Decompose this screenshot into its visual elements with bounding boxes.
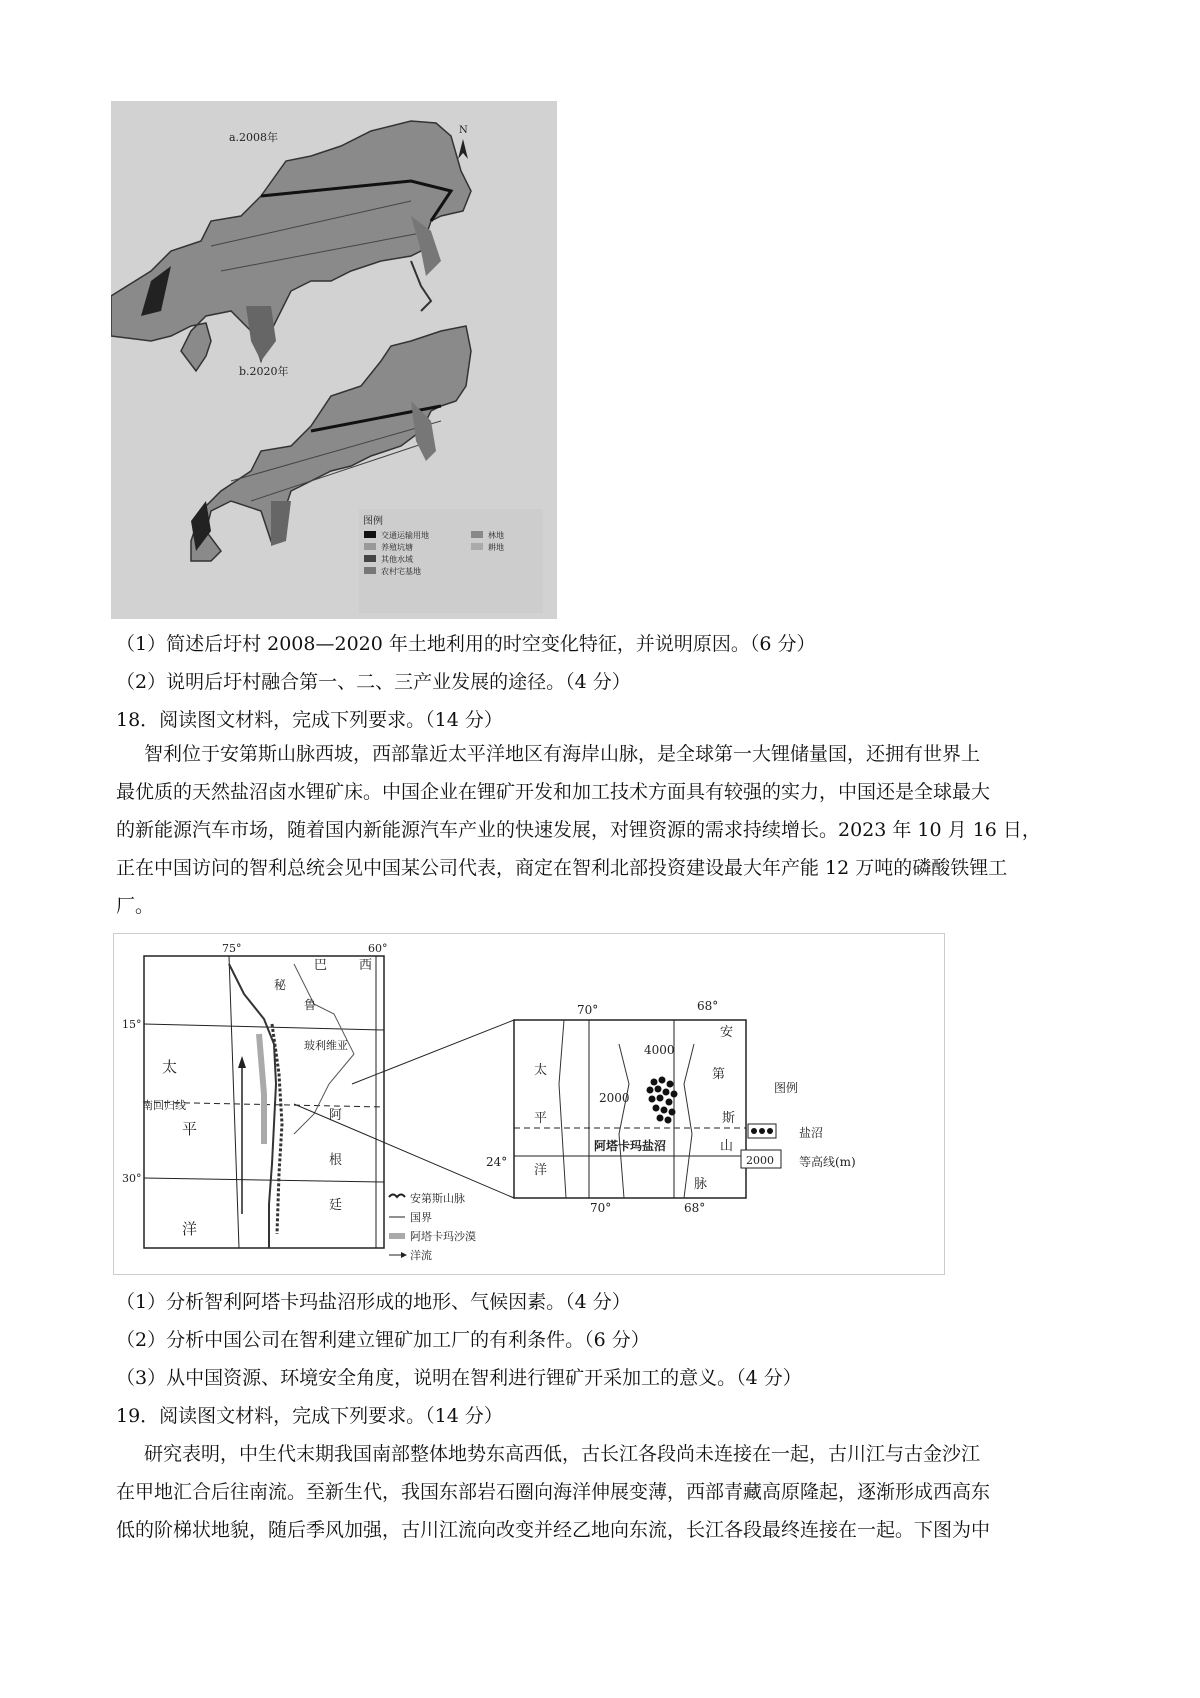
legend-item-water: 其他水域: [381, 555, 413, 564]
inset-mount-4: 山: [720, 1139, 734, 1154]
country-brazil-1: 巴: [314, 958, 328, 973]
contour-2000-label: 2000: [599, 1091, 630, 1105]
inset-lon70-top: 70°: [577, 1003, 599, 1017]
q19-para-line-3: 低的阶梯状地貌，随后季风加强，古川江流向改变并经乙地向东流，长江各段最终连接在一起。下图为中: [116, 1519, 991, 1541]
inset-lat24: 24°: [486, 1155, 508, 1169]
lat-15-label: 15°: [122, 1018, 142, 1031]
contour-4000-label: 4000: [644, 1043, 675, 1057]
land-use-map-figure: [111, 101, 557, 619]
legend2-contour: 等高线(m): [799, 1155, 856, 1169]
inset-mount-2: 第: [712, 1067, 726, 1082]
q18-para-line-1: 智利位于安第斯山脉西坡，西部靠近太平洋地区有海岸山脉，是全球第一大锂储量国，还拥有世界上: [144, 743, 981, 765]
legend2-title: 图例: [774, 1081, 799, 1095]
legend-item-forest: 林地: [488, 531, 504, 540]
country-argentina-2: 根: [329, 1153, 343, 1168]
ocean-char-1: 太: [162, 1058, 178, 1076]
country-peru-2: 鲁: [304, 998, 317, 1012]
legend-item-farmland: 耕地: [488, 543, 504, 552]
inset-mount-5: 脉: [694, 1177, 708, 1192]
inset-ocean-3: 洋: [534, 1163, 548, 1178]
lon-60-label: 60°: [368, 942, 388, 955]
q18-heading: 18．阅读图文材料，完成下列要求。（14 分）: [116, 709, 503, 731]
tropic-label: 南回归线: [142, 1099, 186, 1112]
inset-lon68-bottom: 68°: [684, 1201, 706, 1215]
inset-lon70-bottom: 70°: [590, 1201, 612, 1215]
q18-sub2: （2）分析中国公司在智利建立锂矿加工厂的有利条件。（6 分）: [116, 1329, 650, 1351]
q18-para-line-3: 的新能源汽车市场，随着国内新能源汽车产业的快速发展，对锂资源的需求持续增长。2023 年 10 月 16 日，: [116, 819, 1041, 841]
inset-ocean-2: 平: [534, 1111, 548, 1126]
q18-sub1: （1）分析智利阿塔卡玛盐沼形成的地形、气候因素。（4 分）: [116, 1291, 631, 1313]
country-peru-1: 秘: [274, 978, 287, 992]
north-label: N: [459, 125, 468, 136]
q18-para-line-2: 最优质的天然盐沼卤水锂矿床。中国企业在锂矿开发和加工技术方面具有较强的实力，中国还是全球最大: [116, 781, 991, 803]
legend-desert: 阿塔卡玛沙漠: [410, 1230, 476, 1243]
q18-para-line-4: 正在中国访问的智利总统会见中国某公司代表，商定在智利北部投资建设最大年产能 12 万吨的磷酸铁锂工: [116, 857, 1008, 879]
legend-title: 图例: [363, 516, 383, 527]
q18-para-line-5: 厂。: [116, 895, 155, 917]
salt-marsh-label: 阿塔卡玛盐沼: [594, 1139, 667, 1153]
country-brazil-2: 西: [359, 958, 373, 973]
panel-a-label: a.2008年: [229, 131, 279, 144]
q19-para-line-2: 在甲地汇合后往南流。至新生代，我国东部岩石圈向海洋伸展变薄，西部青藏高原隆起，逐渐形成西高东: [116, 1481, 991, 1503]
inset-lon68-top: 68°: [697, 999, 719, 1013]
q17-sub1: （1）简述后圩村 2008—2020 年土地利用的时空变化特征，并说明原因。（6 分）: [116, 633, 816, 655]
legend2-contour-value: 2000: [746, 1154, 774, 1167]
country-argentina-3: 廷: [329, 1198, 343, 1213]
q19-para-line-1: 研究表明，中生代末期我国南部整体地势东高西低，古长江各段尚未连接在一起，古川江与古金沙江: [144, 1443, 981, 1465]
q17-sub2: （2）说明后圩村融合第一、二、三产业发展的途径。（4 分）: [116, 671, 631, 693]
inset-legend: [741, 1080, 856, 1169]
legend-item-residential: 农村宅基地: [381, 567, 421, 576]
lon-75-label: 75°: [222, 942, 242, 955]
inset-mount-3: 斯: [722, 1111, 736, 1126]
country-argentina-1: 阿: [329, 1108, 343, 1123]
legend-border: 国界: [410, 1211, 432, 1224]
map2-legend: [389, 1191, 476, 1262]
q18-sub3: （3）从中国资源、环境安全角度，说明在智利进行锂矿开采加工的意义。（4 分）: [116, 1367, 802, 1389]
lat-30-label: 30°: [122, 1172, 142, 1185]
ocean-char-2: 平: [182, 1120, 198, 1138]
ocean-char-3: 洋: [182, 1220, 198, 1238]
map1-legend: [359, 509, 543, 613]
country-bolivia: 玻利维亚: [304, 1039, 348, 1052]
legend-andes: 安第斯山脉: [410, 1192, 465, 1205]
legend-item-pond: 养殖坑塘: [381, 543, 413, 552]
atacama-inset-map: [486, 999, 746, 1215]
legend-item-transport: 交通运输用地: [381, 531, 429, 540]
legend2-salt: 盐沼: [799, 1126, 824, 1140]
q19-heading: 19．阅读图文材料，完成下列要求。（14 分）: [116, 1405, 503, 1427]
inset-mount-1: 安: [720, 1025, 734, 1040]
chile-map-figure: [113, 933, 945, 1275]
panel-b-label: b.2020年: [239, 365, 289, 378]
inset-ocean-1: 太: [534, 1063, 548, 1078]
legend-current: 洋流: [410, 1249, 432, 1262]
